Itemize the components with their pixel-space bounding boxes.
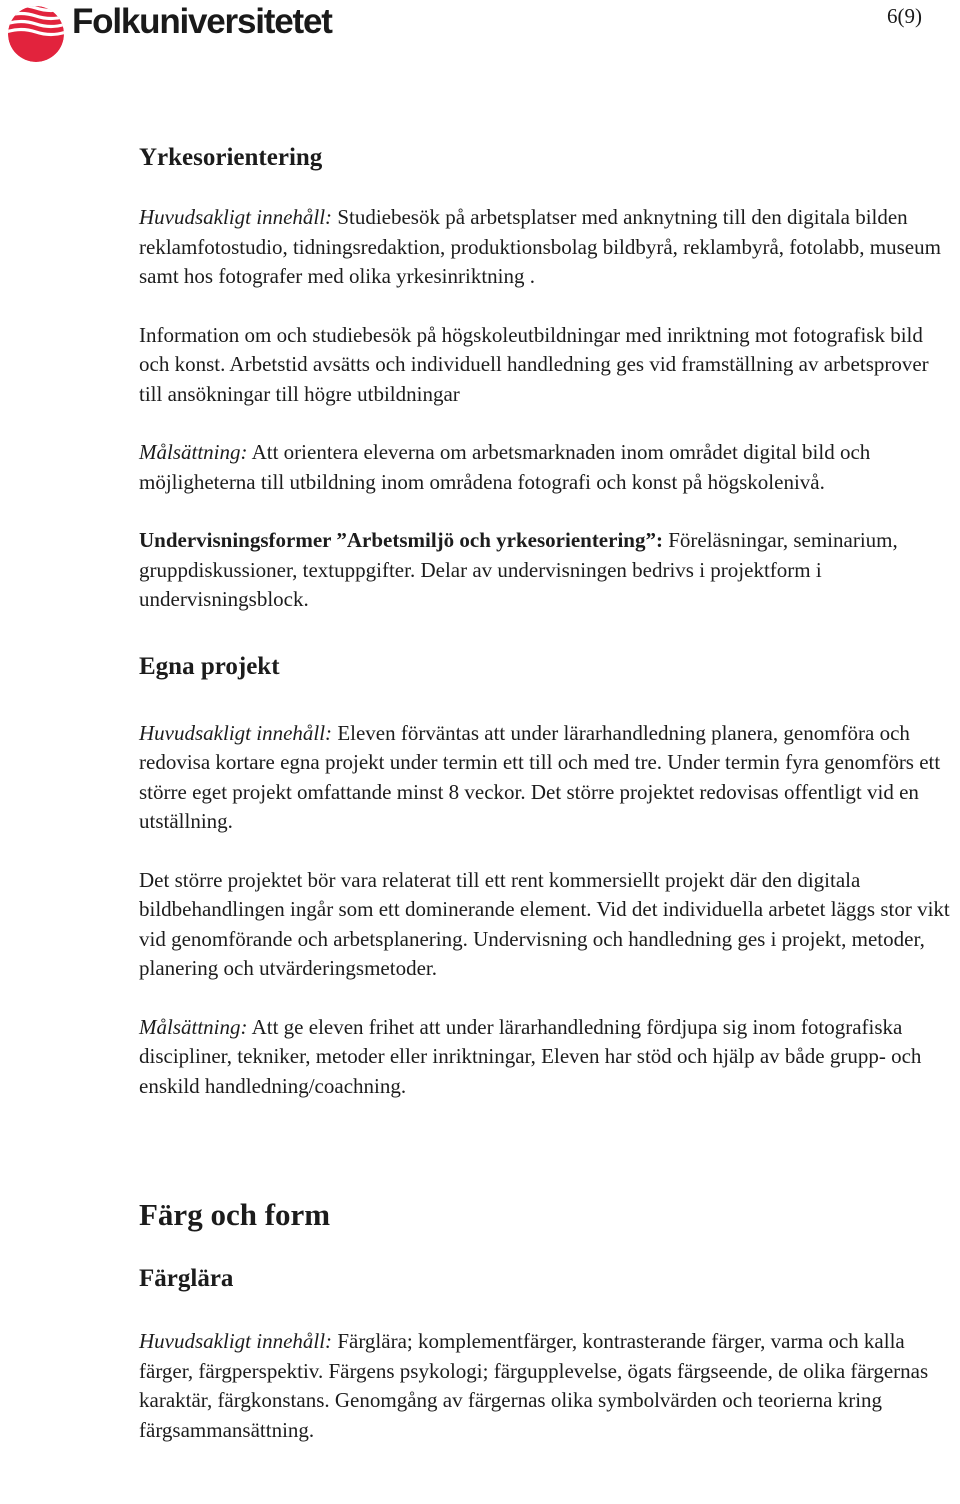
paragraph-label: Huvudsakligt innehåll: — [139, 1329, 333, 1353]
paragraph: Det större projektet bör vara relaterat till ett rent kommersiellt projekt där den digitala bildbehandlingen ingår som ett dominerande element. Vid det individuella arbetet läggs stor vikt vid genomförande och arbetsplanering. Undervisning och handledning ges i projekt, metoder, planering och utvärderingsmetoder. — [139, 867, 950, 980]
paragraph-text: Att orientera eleverna om arbetsmarknaden inom området digital bild och möjligheterna till utbildning inom områdena fotografi och konst på högskolenivå. — [139, 440, 871, 494]
paragraph-label: Huvudsakligt innehåll: — [139, 720, 333, 745]
waves-logo-icon — [6, 2, 66, 66]
paragraph-text: Att ge eleven frihet att under lärarhandledning fördjupa sig inom fotografiska discipliner, tekniker, metoder eller inriktningar, Eleven har stöd och hjälp av både grupp- och enskild handledning/coachning. — [139, 1014, 922, 1098]
section-title-farg-och-form: Färg och form — [139, 1197, 331, 1232]
section-title-yrkesorientering: Yrkesorientering — [139, 144, 323, 171]
paragraph: Information om och studiebesök på högskoleutbildningar med inriktning mot fotografisk bild och konst. Arbetstid avsätts och individuell handledning ges vid framställning av arbetsprover till ansökningar till högre utbildningar — [139, 322, 929, 406]
paragraph — [139, 438, 954, 497]
paragraph — [139, 1013, 954, 1102]
folkuniversitetet-logo — [6, 2, 332, 66]
paragraph-text: Eleven förväntas att under lärarhandledning planera, genomföra och redovisa kortare egna projekt under termin ett till och med tre. Under termin fyra genomförs ett större eget projekt omfattande minst 8 veckor. Det större projektet redovisas offentligt vid en utställning. — [139, 720, 941, 833]
paragraph-text: Färglära; komplementfärger, kontrasterande färger, varma och kalla färger, färgperspektiv. Färgens psykologi; färgupplevelse, ögats färgseende, de olika färgernas karaktär, färgkonstans. Genomgång av färgernas olika symbolvärden och teorierna kring färgsammansättning. — [139, 1329, 929, 1442]
paragraph-text: Föreläsningar, seminarium, gruppdiskussioner, textuppgifter. Delar av undervisningen bedrivs i projektform i undervisningsblock. — [139, 528, 898, 611]
page-header — [0, 0, 960, 70]
page-number: 6(9) — [887, 4, 922, 28]
document-body — [139, 140, 954, 1445]
paragraph-label: Huvudsakligt innehåll: — [139, 205, 333, 229]
paragraph — [139, 719, 954, 837]
paragraph — [139, 203, 954, 292]
paragraph — [139, 1327, 954, 1445]
paragraph-label: Målsättning: — [139, 1014, 248, 1039]
subsection-title-farglara: Färglära — [139, 1265, 234, 1292]
logo-wordmark: Folkuniversitetet — [72, 2, 332, 41]
paragraph-label: Undervisningsformer ”Arbetsmiljö och yrkesorientering”: — [139, 528, 663, 552]
paragraph-label: Målsättning: — [139, 440, 248, 464]
paragraph-text: Studiebesök på arbetsplatser med anknytning till den digitala bilden reklamfotostudio, tidningsredaktion, produktionsbolag bildbyrå, reklambyrå, fotolabb, museum samt hos fotografer med olika yrkesinriktning . — [139, 205, 941, 288]
section-title-egna-projekt: Egna projekt — [139, 652, 280, 680]
paragraph — [139, 526, 954, 615]
